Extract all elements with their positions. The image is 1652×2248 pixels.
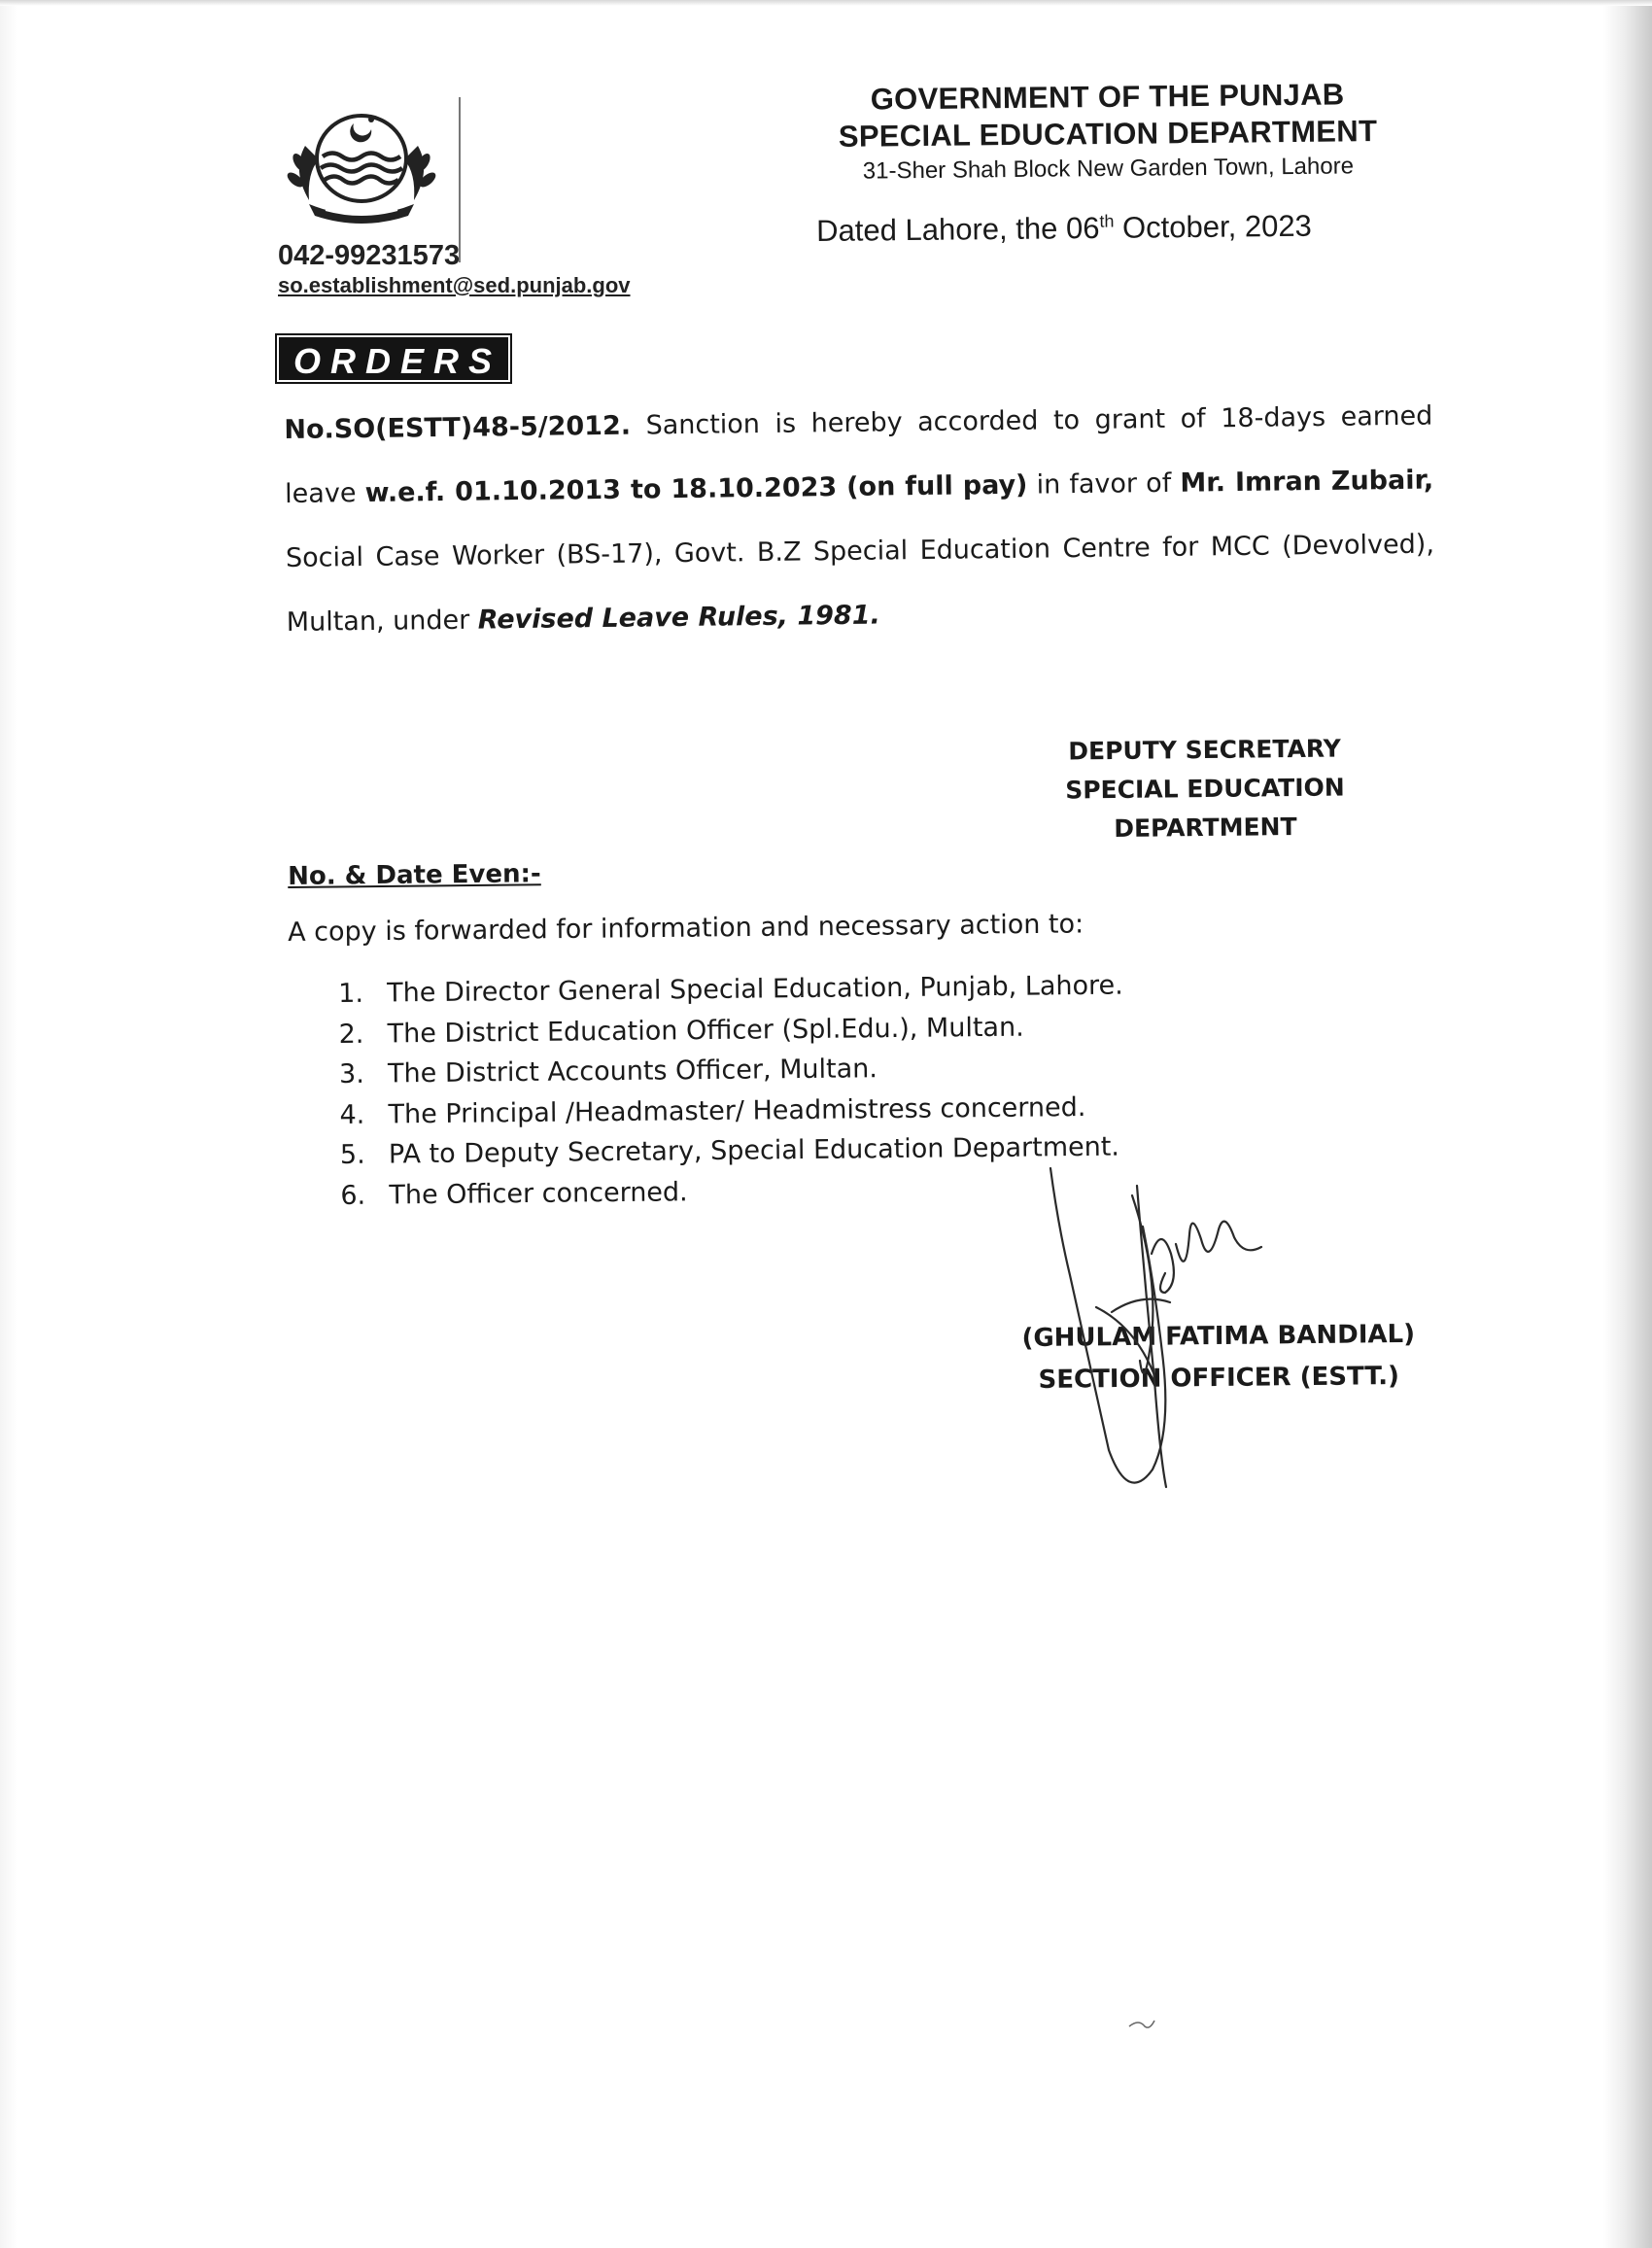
orders-label: ORDERS: [279, 337, 508, 380]
leave-rules: Revised Leave Rules, 1981.: [477, 600, 880, 636]
list-item-number: 3.: [338, 1058, 365, 1089]
order-number: No.SO(ESTT)48-5/2012.: [284, 410, 632, 445]
employee-name: Mr. Imran Zubair,: [1180, 465, 1434, 499]
department-address: 31-Sher Shah Block New Garden Town, Lahore: [862, 153, 1355, 185]
order-text-2: in favor of: [1027, 467, 1181, 501]
list-item-number: 4.: [339, 1099, 365, 1130]
letterhead-divider: [459, 97, 461, 262]
list-item-number: 2.: [338, 1019, 364, 1050]
ds-line-2: SPECIAL EDUCATION: [1065, 773, 1345, 805]
list-item-text: The District Education Officer (Spl.Edu.), Multan.: [387, 1012, 1024, 1049]
letterhead-header: [757, 76, 1458, 187]
list-item-text: The District Accounts Officer, Multan.: [387, 1054, 878, 1089]
order-text-3: Social Case Worker (BS-17), Govt. B.Z Special Education Centre for MCC (Devolved), Multan, under: [285, 529, 1435, 638]
list-item-text: The Principal /Headmaster/ Headmistress concerned.: [388, 1091, 1086, 1129]
government-title: GOVERNMENT OF THE PUNJAB: [870, 77, 1345, 117]
list-item-text: PA to Deputy Secretary, Special Education Department.: [388, 1131, 1120, 1170]
email-address: so.establishment@sed.punjab.gov: [278, 273, 631, 297]
recipient-list: [338, 966, 1125, 1216]
list-item: [340, 1127, 1125, 1176]
date-prefix: Dated Lahore, the 06: [816, 210, 1100, 248]
document-date: [816, 209, 1312, 249]
handwritten-signature-icon: [1040, 1157, 1292, 1506]
date-rest: October, 2023: [1114, 208, 1313, 245]
punjab-government-emblem-icon: [282, 102, 466, 238]
list-item: [338, 1006, 1123, 1055]
ds-line-1: DEPUTY SECRETARY: [1068, 734, 1341, 766]
order-text-1: Sanction is hereby accorded to grant of 18-days earned leave: [285, 400, 1433, 509]
pen-mark: [1127, 2017, 1156, 2030]
list-item-number: 1.: [338, 978, 364, 1009]
list-item-number: 6.: [340, 1180, 366, 1211]
leave-period: w.e.f. 01.10.2013 to 18.10.2023 (on full pay): [364, 469, 1028, 508]
list-item: [340, 1167, 1125, 1216]
signatory-name: (GHULAM FATIMA BANDIAL): [1021, 1319, 1416, 1354]
list-item-text: The Officer concerned.: [389, 1176, 688, 1210]
date-suffix: th: [1099, 211, 1115, 231]
order-body: [284, 385, 1435, 655]
forwarding-heading: No. & Date Even:-: [288, 859, 541, 891]
phone-number: 042-99231573: [278, 240, 461, 271]
signatory-designation: SECTION OFFICER (ESTT.): [1038, 1362, 1400, 1395]
scan-edge: [0, 0, 1652, 6]
list-item-number: 5.: [339, 1139, 365, 1170]
department-title: SPECIAL EDUCATION DEPARTMENT: [838, 114, 1378, 154]
list-item-text: The Director General Special Education, Punjab, Lahore.: [387, 970, 1123, 1009]
deputy-secretary-block: [1039, 729, 1370, 849]
ds-line-3: DEPARTMENT: [1114, 813, 1297, 843]
forwarding-intro: A copy is forwarded for information and necessary action to:: [288, 909, 1084, 948]
